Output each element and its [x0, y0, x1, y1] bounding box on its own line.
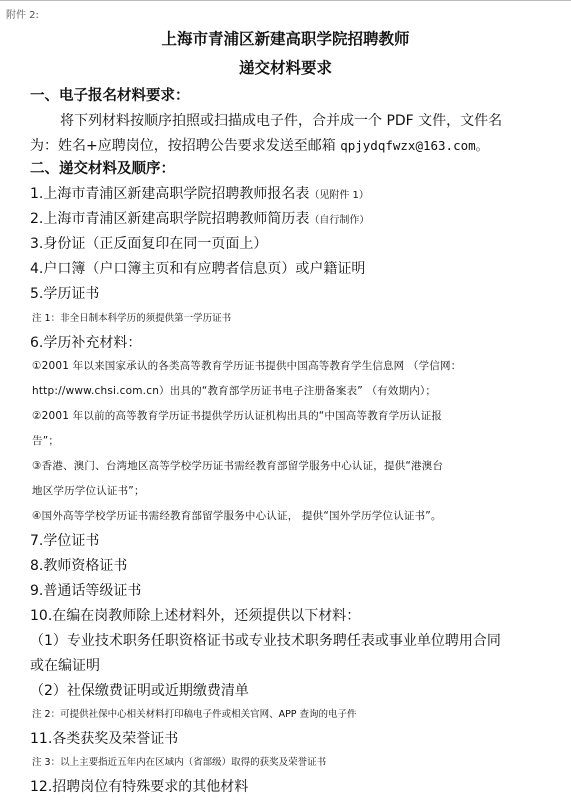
note-1: 注 1：非全日制本科学历的须提供第一学历证书 — [32, 313, 232, 324]
note-2: 注 2：可提供社保中心相关材料打印稿电子件或相关官网、APP 查询的电子件 — [32, 709, 357, 720]
document-subtitle: 递交材料要求 — [238, 59, 332, 77]
sub-item-2-line1: ②2001 年以前的高等教育学历证书提供学历认证机构出具的“中国高等教育学历认证报 — [32, 410, 443, 422]
sub-item-1-line2: http://www.chsi.com.cn）出具的“教育部学历证书电子注册备案表” （有效期内）； — [32, 385, 437, 397]
sub-item-1-line1: ①2001 年以来国家承认的各类高等教育学历证书提供中国高等教育学生信息网 （学信网： — [32, 360, 462, 372]
list-item-11: 11.各类获奖及荣誉证书 — [30, 731, 179, 747]
section1-paragraph-line2 — [30, 135, 488, 155]
note-3: 注 3：以上主要指近五年内在区域内（省部级）取得的获奖及荣誉证书 — [32, 757, 327, 768]
list-item-1-text: 1.上海市青浦区新建高职学院招聘教师报名表 — [30, 186, 310, 202]
top-divider — [0, 0, 571, 1]
list-item-10: 10.在编在岗教师除上述材料外，还须提供以下材料： — [30, 608, 361, 624]
list-item-6: 6.学历补充材料： — [30, 335, 142, 351]
list-item-2-note: （自行制作） — [309, 215, 370, 226]
section2-heading: 二、递交材料及顺序： — [30, 161, 175, 177]
list-item-12: 12.招聘岗位有特殊要求的其他材料 — [30, 779, 249, 795]
list-item-5: 5.学历证书 — [30, 286, 100, 302]
list-item-2 — [30, 208, 369, 228]
list-item-10-sub1-line1: （1）专业技术职务任职资格证书或专业技术职务聘任表或事业单位聘用合同 — [30, 633, 501, 649]
list-item-8: 8.教师资格证书 — [30, 558, 128, 574]
section1-paragraph-line1: 将下列材料按顺序拍照或扫描成电子件，合并成一个 PDF 文件，文件名 — [60, 113, 503, 129]
sub-item-2-line2: 告”； — [32, 435, 60, 447]
list-item-1-note: （见附件 1） — [309, 190, 369, 201]
sub-item-3-line1: ③香港、澳门、台湾地区高等学校学历证书需经教育部留学服务中心认证，提供“港澳台 — [32, 460, 444, 472]
list-item-2-text: 2.上海市青浦区新建高职学院招聘教师简历表 — [30, 211, 310, 227]
list-item-9: 9.普通话等级证书 — [30, 583, 142, 599]
list-item-10-sub2: （2）社保缴费证明或近期缴费清单 — [30, 683, 249, 699]
section1-paragraph-text: 为：姓名+应聘岗位，按招聘公告要求发送至邮箱 — [30, 138, 336, 154]
sub-item-3-line2: 地区学历学位认证书”； — [32, 485, 145, 497]
list-item-10-sub1-line2: 或在编证明 — [30, 658, 100, 674]
list-item-1 — [30, 183, 369, 203]
list-item-7: 7.学位证书 — [30, 533, 100, 549]
email-address: qpjydqfwzx@163.com。 — [340, 138, 489, 153]
list-item-4: 4.户口簿（户口簿主页和有应聘者信息页）或户籍证明 — [30, 261, 366, 277]
sub-item-4: ④国外高等学校学历证书需经教育部留学服务中心认证， 提供“国外学历学位认证书”。 — [32, 510, 442, 522]
section1-heading: 一、电子报名材料要求： — [30, 88, 190, 104]
attachment-label: 附件 2: — [6, 10, 39, 21]
document-title: 上海市青浦区新建高职学院招聘教师 — [161, 30, 410, 48]
list-item-3: 3.身份证（正反面复印在同一页面上） — [30, 236, 268, 252]
